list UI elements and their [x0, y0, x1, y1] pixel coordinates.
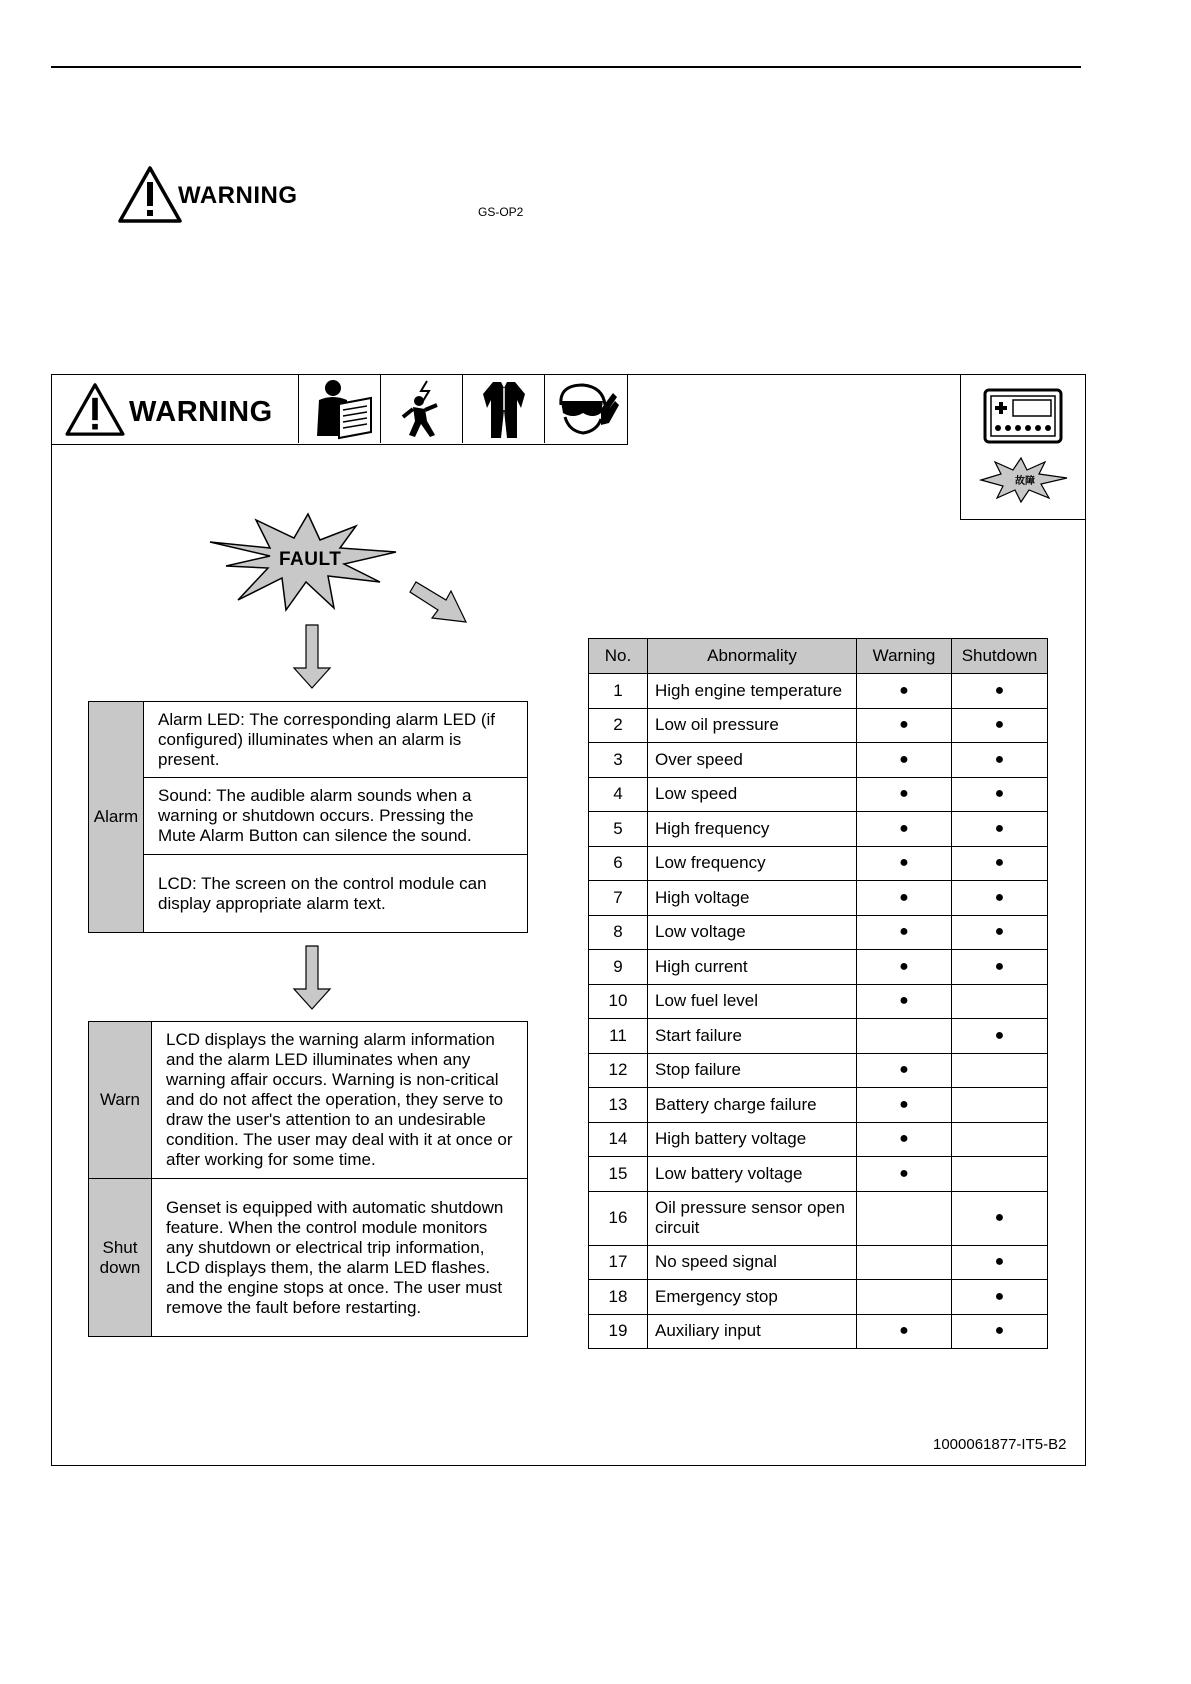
goggles-gloves-icon: [553, 379, 619, 439]
row-shutdown-cell: [952, 1053, 1048, 1088]
row-warning-cell: [857, 846, 952, 881]
shutdown-dot: ●: [994, 1209, 1005, 1226]
row-shutdown-cell: [952, 1314, 1048, 1349]
alarm-sound-text: Sound: The audible alarm sounds when a warning or shutdown occurs. Pressing the Mute Alarm Button can silence the sound.: [144, 778, 528, 855]
row-shutdown-cell: [952, 881, 1048, 916]
row-number: 14: [589, 1122, 648, 1157]
row-abnormality: Low frequency: [648, 846, 857, 881]
row-abnormality: Low fuel level: [648, 984, 857, 1019]
row-number: 3: [589, 743, 648, 778]
table-row: [589, 1019, 1048, 1054]
row-number: 13: [589, 1088, 648, 1123]
shutdown-dot: ●: [994, 1253, 1005, 1271]
arrow-down-icon: [292, 624, 332, 690]
warn-side-label: Warn: [89, 1022, 152, 1179]
shutdown-dot: ●: [994, 681, 1005, 699]
shutdown-side-label: Shut down: [89, 1179, 152, 1337]
protective-clothing-cell: [463, 374, 545, 443]
row-abnormality: Low speed: [648, 777, 857, 812]
warning-dot: ●: [899, 819, 909, 837]
row-abnormality: No speed signal: [648, 1245, 857, 1280]
row-abnormality: High frequency: [648, 812, 857, 847]
row-number: 2: [589, 708, 648, 743]
row-shutdown-cell: [952, 812, 1048, 847]
row-abnormality: Start failure: [648, 1019, 857, 1054]
fault-label: FAULT: [279, 549, 342, 570]
row-warning-cell: [857, 708, 952, 743]
table-row: [589, 1157, 1048, 1192]
row-number: 8: [589, 915, 648, 950]
shutdown-dot: ●: [994, 1287, 1005, 1305]
warning-triangle-icon: [65, 382, 125, 436]
row-shutdown-cell: [952, 743, 1048, 778]
row-abnormality: Auxiliary input: [648, 1314, 857, 1349]
row-shutdown-cell: [952, 777, 1048, 812]
shutdown-dot: ●: [994, 923, 1005, 941]
warning-triangle-icon: [118, 165, 182, 223]
fault-table: [588, 638, 1048, 1349]
table-row: [589, 1280, 1048, 1315]
table-row: [589, 984, 1048, 1019]
warning-dot: ●: [899, 1095, 909, 1113]
row-abnormality: Stop failure: [648, 1053, 857, 1088]
warning-dot: ●: [899, 716, 909, 734]
row-abnormality: High voltage: [648, 881, 857, 916]
warning-dot: ●: [899, 1164, 909, 1182]
row-number: 12: [589, 1053, 648, 1088]
table-row: [589, 1053, 1048, 1088]
warning-dot: ●: [899, 888, 909, 906]
alarm-lcd-text: LCD: The screen on the control module can display appropriate alarm text.: [144, 855, 528, 933]
row-number: 7: [589, 881, 648, 916]
row-warning-cell: [857, 777, 952, 812]
row-abnormality: Low oil pressure: [648, 708, 857, 743]
table-row: [589, 1245, 1048, 1280]
row-warning-cell: [857, 1314, 952, 1349]
row-warning-cell: [857, 1019, 952, 1054]
row-shutdown-cell: [952, 984, 1048, 1019]
shutdown-dot: ●: [994, 1026, 1005, 1044]
row-abnormality: High current: [648, 950, 857, 985]
col-no: No.: [589, 639, 648, 674]
shutdown-text: Genset is equipped with automatic shutdown feature. When the control module monitors any shutdown or electrical trip information, LCD displays them, the alarm LED flashes. and the engine stops at once. The user must remove the fault before restarting.: [152, 1179, 528, 1337]
shutdown-dot: ●: [994, 819, 1005, 837]
label-code: GS-OP2: [478, 205, 524, 219]
row-abnormality: Over speed: [648, 743, 857, 778]
row-abnormality: Low battery voltage: [648, 1157, 857, 1192]
warning-dot: ●: [899, 785, 909, 803]
row-warning-cell: [857, 1245, 952, 1280]
control-module-box: [960, 374, 1086, 520]
shutdown-dot: ●: [994, 785, 1005, 803]
table-row: [589, 846, 1048, 881]
table-row: [589, 881, 1048, 916]
row-warning-cell: [857, 812, 952, 847]
read-manual-cell: [299, 374, 381, 443]
table-row: [589, 708, 1048, 743]
protective-clothing-icon: [481, 378, 527, 440]
row-warning-cell: [857, 1280, 952, 1315]
table-row: [589, 915, 1048, 950]
table-row: [589, 1088, 1048, 1123]
row-number: 4: [589, 777, 648, 812]
row-number: 9: [589, 950, 648, 985]
row-number: 18: [589, 1280, 648, 1315]
warning-heading: [118, 165, 298, 223]
row-shutdown-cell: [952, 1019, 1048, 1054]
table-row: [589, 743, 1048, 778]
col-warning: Warning: [857, 639, 952, 674]
row-number: 11: [589, 1019, 648, 1054]
row-number: 19: [589, 1314, 648, 1349]
alarm-table: [88, 701, 528, 933]
fault-label-small: 故障: [1015, 476, 1035, 487]
shutdown-dot: ●: [994, 957, 1005, 975]
label-warning-cell: [51, 374, 299, 443]
row-abnormality: Oil pressure sensor open circuit: [648, 1191, 857, 1245]
shock-hazard-cell: [381, 374, 463, 443]
table-row: [589, 1314, 1048, 1349]
row-number: 1: [589, 674, 648, 709]
row-shutdown-cell: [952, 708, 1048, 743]
table-row: [589, 1191, 1048, 1245]
warning-dot: ●: [899, 1322, 909, 1340]
table-row: [589, 777, 1048, 812]
row-number: 15: [589, 1157, 648, 1192]
table-row: [589, 812, 1048, 847]
row-shutdown-cell: [952, 1191, 1048, 1245]
row-number: 16: [589, 1191, 648, 1245]
row-warning-cell: [857, 881, 952, 916]
table-row: [589, 674, 1048, 709]
row-shutdown-cell: [952, 1280, 1048, 1315]
warning-dot: ●: [899, 992, 909, 1010]
shutdown-dot: ●: [994, 854, 1005, 872]
row-number: 5: [589, 812, 648, 847]
row-warning-cell: [857, 915, 952, 950]
row-abnormality: Battery charge failure: [648, 1088, 857, 1123]
row-number: 17: [589, 1245, 648, 1280]
warn-text: LCD displays the warning alarm information and the alarm LED illuminates when any warning affair occurs. Warning is non-critical and do not affect the operation, they serve to draw the user's attention to an undesirable condition. The user may deal with it at once or after working for some time.: [152, 1022, 528, 1179]
fault-table-header: [589, 639, 1048, 674]
shutdown-dot: ●: [994, 750, 1005, 768]
warning-dot: ●: [899, 681, 909, 699]
warning-dot: ●: [899, 854, 909, 872]
row-abnormality: High engine temperature: [648, 674, 857, 709]
arrow-right-down-icon: [408, 580, 470, 626]
warn-shutdown-table: [88, 1021, 528, 1337]
row-warning-cell: [857, 743, 952, 778]
label-header-row: [51, 374, 628, 445]
row-shutdown-cell: [952, 1122, 1048, 1157]
alarm-led-text: Alarm LED: The corresponding alarm LED (if configured) illuminates when an alarm is present.: [144, 702, 528, 778]
fault-table-body: [589, 674, 1048, 1349]
control-module-icon: [983, 388, 1063, 444]
row-shutdown-cell: [952, 674, 1048, 709]
row-shutdown-cell: [952, 846, 1048, 881]
row-number: 6: [589, 846, 648, 881]
row-shutdown-cell: [952, 915, 1048, 950]
row-shutdown-cell: [952, 1157, 1048, 1192]
warning-dot: ●: [899, 750, 909, 768]
row-shutdown-cell: [952, 1088, 1048, 1123]
row-abnormality: High battery voltage: [648, 1122, 857, 1157]
row-shutdown-cell: [952, 950, 1048, 985]
shutdown-dot: ●: [994, 1322, 1005, 1340]
row-warning-cell: [857, 1122, 952, 1157]
label-warning-title: WARNING: [129, 396, 273, 428]
header-rule: [51, 66, 1081, 68]
electric-shock-icon: [397, 379, 447, 439]
row-warning-cell: [857, 1053, 952, 1088]
col-abnormality: Abnormality: [648, 639, 857, 674]
eye-hand-protection-cell: [545, 374, 627, 443]
warning-dot: ●: [899, 923, 909, 941]
warning-dot: ●: [899, 1130, 909, 1148]
col-shutdown: Shutdown: [952, 639, 1048, 674]
row-number: 10: [589, 984, 648, 1019]
row-warning-cell: [857, 984, 952, 1019]
shutdown-dot: ●: [994, 888, 1005, 906]
warning-title: WARNING: [178, 182, 298, 209]
arrow-down-icon: [292, 945, 332, 1011]
table-row: [589, 950, 1048, 985]
row-warning-cell: [857, 674, 952, 709]
row-abnormality: Emergency stop: [648, 1280, 857, 1315]
warning-dot: ●: [899, 1061, 909, 1079]
row-shutdown-cell: [952, 1245, 1048, 1280]
table-row: [589, 1122, 1048, 1157]
alarm-side-label: Alarm: [89, 702, 144, 933]
row-warning-cell: [857, 1157, 952, 1192]
warning-dot: ●: [899, 957, 909, 975]
row-warning-cell: [857, 950, 952, 985]
row-warning-cell: [857, 1191, 952, 1245]
read-manual-icon: [305, 378, 375, 440]
shutdown-dot: ●: [994, 716, 1005, 734]
document-code: 1000061877-IT5-B2: [933, 1436, 1067, 1453]
row-abnormality: Low voltage: [648, 915, 857, 950]
row-warning-cell: [857, 1088, 952, 1123]
